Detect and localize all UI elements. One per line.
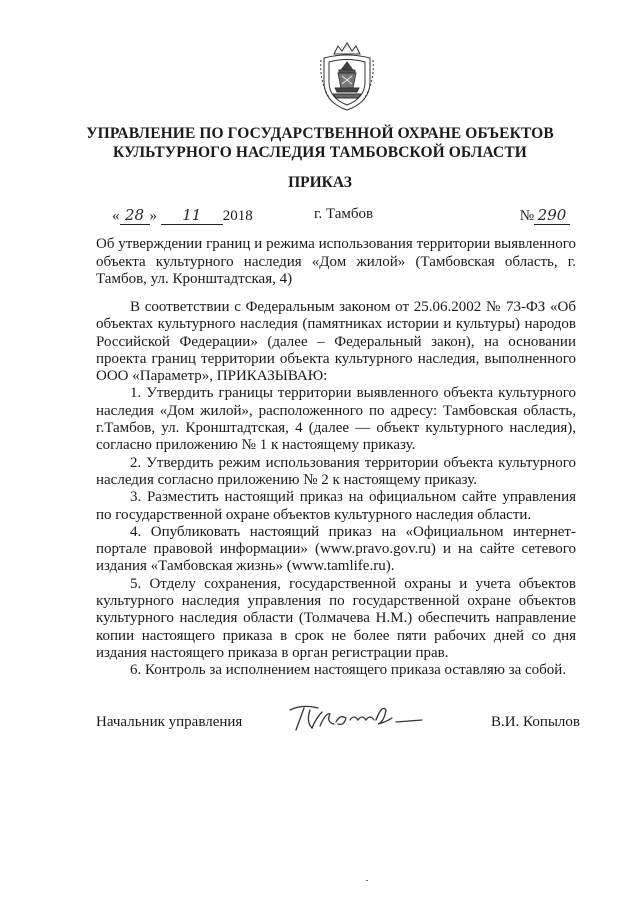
number-value: 290 [534, 206, 570, 225]
document-subject: Об утверждении границ и режима использования территории выявленного объекта культурного наследия «Дом жилой» (Тамбовская область, г. Тамбов, ул. Кронштадтская, 4) [96, 236, 576, 288]
date-year: 2018 [222, 208, 253, 224]
document-number [520, 206, 570, 225]
scan-mark [366, 880, 368, 881]
number-prefix: № [519, 208, 534, 224]
body-item-2: 2. Утвердить режим использования территории объекта культурного наследия согласно приложению № 2 к настоящему приказу. [96, 454, 576, 488]
signature-block [96, 700, 580, 740]
signatory-name: В.И. Копылов [490, 714, 580, 730]
document-city: г. Тамбов [314, 206, 374, 222]
agency-name [60, 124, 580, 162]
signatory-role: Начальник управления [96, 714, 243, 730]
date-day: 28 [120, 206, 150, 225]
date-close-quote: » [149, 208, 157, 224]
document-body [96, 299, 576, 680]
body-preamble: В соответствии с Федеральным законом от 25.06.2002 № 73-ФЗ «Об объектах культурного наследия (памятниках истории и культуры) народов Российской Федерации» (далее – Федеральный закон), на основании проекта границ территории объекта культурного наследия, выполненного ООО «Параметр», ПРИКАЗЫВАЮ: [96, 299, 576, 385]
body-item-4: 4. Опубликовать настоящий приказ на «Официальном интернет-портале правовой информации» (www.pravo.gov.ru) и на сайте сетевого издания «Тамбовская жизнь» (www.tamlife.ru). [96, 523, 576, 575]
document-date [112, 206, 253, 225]
body-item-3: 3. Разместить настоящий приказ на официальном сайте управления по государственной охране объектов культурного наследия области. [96, 489, 576, 523]
coat-of-arms-icon [318, 40, 376, 112]
handwritten-signature [282, 700, 432, 736]
agency-name-line-2: КУЛЬТУРНОГО НАСЛЕДИЯ ТАМБОВСКОЙ ОБЛАСТИ [113, 144, 527, 161]
document-type-title: ПРИКАЗ [288, 174, 352, 191]
body-item-5: 5. Отделу сохранения, государственной охраны и учета объектов культурного наследия управления по государственной охране объектов культурного наследия области (Толмачева Н.М.) обеспечить направление копии настоящего приказа в срок не более пяти рабочих дней со дня издания настоящего приказа в орган регистрации прав. [96, 575, 576, 661]
body-item-1: 1. Утвердить границы территории выявленного объекта культурного наследия «Дом жилой», расположенного по адресу: Тамбовская область, г.Тамбов, ул. Кронштадтская, 4 (далее — объект культурного наследия), согласно приложению № 1 к настоящему приказу. [96, 385, 576, 454]
body-item-6: 6. Контроль за исполнением настоящего приказа оставляю за собой. [130, 662, 567, 679]
date-month: 11 [161, 206, 223, 225]
document-meta-row [96, 206, 576, 226]
date-open-quote: « [112, 208, 120, 224]
agency-name-line-1: УПРАВЛЕНИЕ ПО ГОСУДАРСТВЕННОЙ ОХРАНЕ ОБЪЕКТОВ [86, 125, 554, 142]
